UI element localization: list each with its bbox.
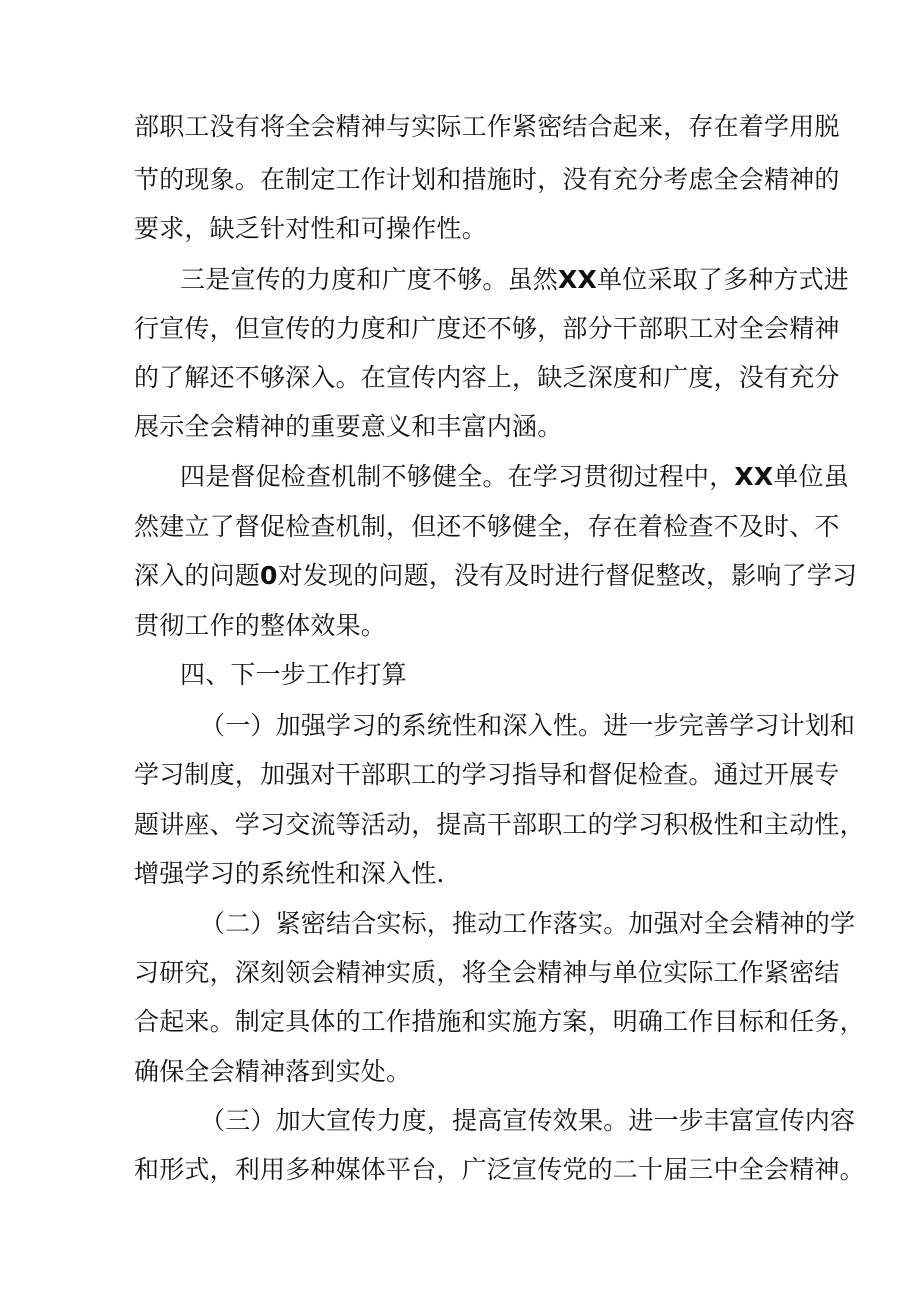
text-run: 四是督促检查机制不够健全。在学习贯彻过程中，	[180, 462, 735, 491]
text-line: 然建立了督促检查机制，但还不够健全，存在着检查不及时、不	[134, 512, 840, 541]
text-line: 确保全会精神落到实处。	[134, 1057, 412, 1086]
text-line: （二）紧密结合实标，推动工作落实。加强对全会精神的学	[200, 909, 856, 938]
text-run: 单位虽	[773, 462, 849, 491]
text-line: 部职工没有将全会精神与实际工作紧密结合起来，存在着学用脱	[134, 112, 840, 141]
text-line: 展示全会精神的重要意义和丰富内涵。	[134, 412, 563, 441]
text-run: 单位采取了多种方式进	[596, 265, 849, 294]
text-line: 题讲座、学习交流等活动，提高干部职工的学习积极性和主动性，	[134, 810, 865, 839]
text-line	[0, 254, 920, 306]
text-run: 深入的问题	[134, 561, 261, 590]
text-line: 学习制度，加强对干部职工的学习指导和督促检查。通过开展专	[134, 760, 840, 789]
text-line: 增强学习的系统性和深入性.	[134, 859, 445, 888]
text-line: 要求，缺乏针对性和可操作性。	[134, 214, 487, 243]
text-line: （三）加大宣传力度，提高宣传效果。进一步丰富宣传内容	[200, 1106, 856, 1135]
text-line	[0, 451, 920, 503]
text-line: 合起来。制定具体的工作措施和实施方案，明确工作目标和任务，	[134, 1007, 865, 1036]
text-line: 贯彻工作的整体效果。	[134, 611, 387, 640]
bold-zero: 0	[260, 561, 278, 590]
text-line: 和形式，利用多种媒体平台，广泛宣传党的二十届三中全会精神。	[134, 1155, 865, 1184]
text-run: 三是宣传的力度和广度不够。虽然	[180, 265, 559, 294]
text-line: 行宣传，但宣传的力度和广度还不够，部分干部职工对全会精神	[134, 314, 840, 343]
text-line: （一）加强学习的系统性和深入性。进一步完善学习计划和	[200, 711, 856, 740]
text-line: 的了解还不够深入。在宣传内容上，缺乏深度和广度，没有充分	[134, 363, 840, 392]
text-line	[0, 550, 920, 602]
section-heading: 四、下一步工作打算	[180, 660, 407, 689]
text-line: 习研究，深刻领会精神实质，将全会精神与单位实际工作紧密结	[134, 958, 840, 987]
placeholder-xx: XX	[558, 265, 597, 294]
text-line: 节的现象。在制定工作计划和措施时，没有充分考虑全会精神的	[134, 165, 840, 194]
text-run: 对发现的问题，没有及时进行督促整改，影响了学习	[277, 561, 858, 590]
placeholder-xx: XX	[734, 462, 774, 491]
